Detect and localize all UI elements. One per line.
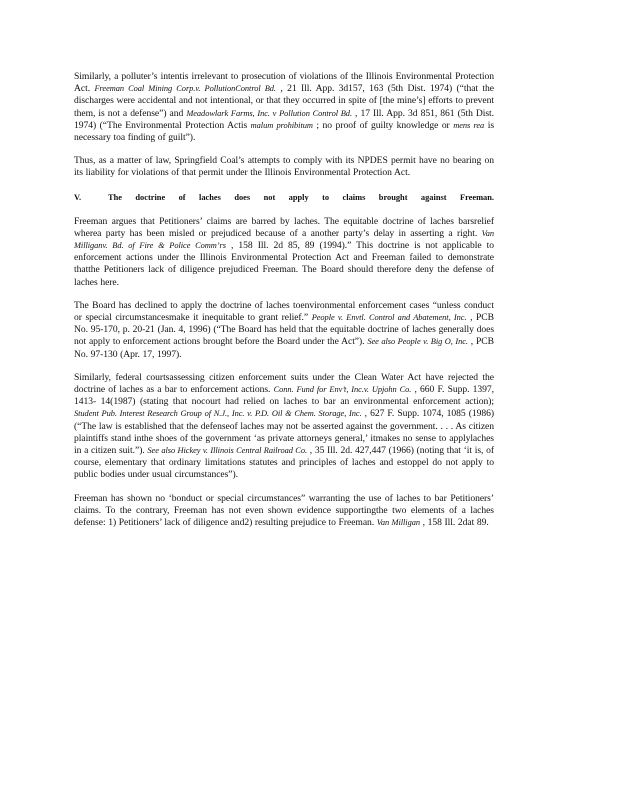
- case-citation: Student Pub. Interest Research Group of N.J., Inc. v. P.D. Oil & Chem. Storage, Inc.: [74, 409, 362, 419]
- document-body: [74, 71, 494, 540]
- case-citation: People v. Envtl. Control and Abatement, Inc.: [311, 313, 467, 323]
- case-citation: Meadowlark Farms, Inc. v Pollution Control Bd.: [186, 108, 352, 118]
- paragraph-laches-argument: Freeman argues that Petitioners’ claims are barred by laches. The equitable doctrine of laches barsrelief wherea party has been misled or prejudiced because of a another party’s delay in asserting a right. Van Milliganv. Bd. of Fire & Police Comm’rs , 158 Ill. 2d 85, 89 (1994).” This doctrine is not applicable to enforcement actions under the Illinois Environmental Protection Act and Freeman failed to demonstrate thatthe Petitioners lack of diligence prejudiced Freeman. The Board should therefore deny the defense of laches here.: [74, 215, 494, 288]
- case-citation: Van Milligan: [376, 518, 420, 528]
- section-title: The doctrine of laches does not apply to claims brought against Freeman.: [108, 192, 494, 202]
- case-citation: mens rea: [453, 120, 485, 130]
- paragraph-mens-rea: Similarly, a polluter’s intentis irrelevant to prosecution of violations of the Illinois Environmental Protection Act. Freeman Coal Mining Corp.v. PollutionControl Bd. , 21 Ill. App. 3d157, 163 (5th Dist. 1974) (“that the discharges were accidental and not intentional, or that they occurred in spite of [the mine’s] efforts to prevent them, is not a defense”) and Meadowlark Farms, Inc. v Pollution Control Bd. , 17 Ill. App. 3d 851, 861 (5th Dist. 1974) (“The Environmental Protection Actis malum prohibitum ; no proof of guilty knowledge or mens rea is necessary toa finding of guilt”).: [74, 71, 495, 144]
- paragraph-npdes-permit: Thus, as a matter of law, Springfield Coal’s attempts to comply with its NPDES permit have no bearing on its liability for violations of that permit under the Illinois Environmental Protection Act.: [74, 155, 494, 179]
- case-citation: Conn. Fund for Env’t, Inc.v. Upjohn Co.: [273, 385, 412, 395]
- case-citation: malum prohibitum: [250, 120, 313, 130]
- paragraph-no-special-circumstances: Freeman has shown no ‘bonduct or special circumstances” warranting the use of laches to bar Petitioners’ claims. To the contrary, Freeman has not even shown evidence supportingthe two elements of a laches defense: 1) Petitioners’ lack of diligence and2) resulting prejudice to Freeman. Van Milligan , 158 Ill. 2dat 89.: [74, 492, 494, 529]
- case-citation: Van Milliganv. Bd. of Fire & Police Comm’rs: [74, 228, 494, 251]
- case-citation: See also People v. Big O, Inc.: [367, 337, 468, 347]
- paragraph-board-declined: The Board has declined to apply the doctrine of laches toenvironmental enforcement cases “unless conduct or special circumstancesmake it inequitable to grant relief.” People v. Envtl. Control and Abatement, Inc. , PCB No. 95-170, p. 20-21 (Jan. 4, 1996) (“The Board has held that the equitable doctrine of laches generally does not apply to enforcement actions brought before the Board under the Act”). See also People v. Big O, Inc. , PCB No. 97-130 (Apr. 17, 1997).: [74, 299, 494, 360]
- section-number: V.: [74, 192, 82, 202]
- section-heading-v: [74, 192, 494, 203]
- paragraph-federal-courts: Similarly, federal courtsassessing citizen enforcement suits under the Clean Water Act have rejected the doctrine of laches as a bar to enforcement actions. Conn. Fund for Env’t, Inc.v. Upjohn Co. , 660 F. Supp. 1397, 1413- 14(1987) (stating that nocourt had relied on laches to bar an environmental enforcement action); Student Pub. Interest Research Group of N.J., Inc. v. P.D. Oil & Chem. Storage, Inc. , 627 F. Supp. 1074, 1085 (1986) (“The law is established that the defenseof laches may not be asserted against the government. . . . As citizen plaintiffs stand inthe shoes of the government ‘as private attorneys general,’ itmakes no sense to applylaches in a citizen suit.”). See also Hickey v. Illinois Central Railroad Co. , 35 Ill. 2d. 427,447 (1966) (noting that ‘it is, of course, elementary that ordinary limitations statutes and principles of laches and estoppel do not apply to public bodies under usual circumstances”).: [74, 371, 495, 481]
- case-citation: Freeman Coal Mining Corp.v. PollutionControl Bd.: [94, 84, 276, 94]
- case-citation: See also Hickey v. Illinois Central Railroad Co.: [147, 446, 308, 456]
